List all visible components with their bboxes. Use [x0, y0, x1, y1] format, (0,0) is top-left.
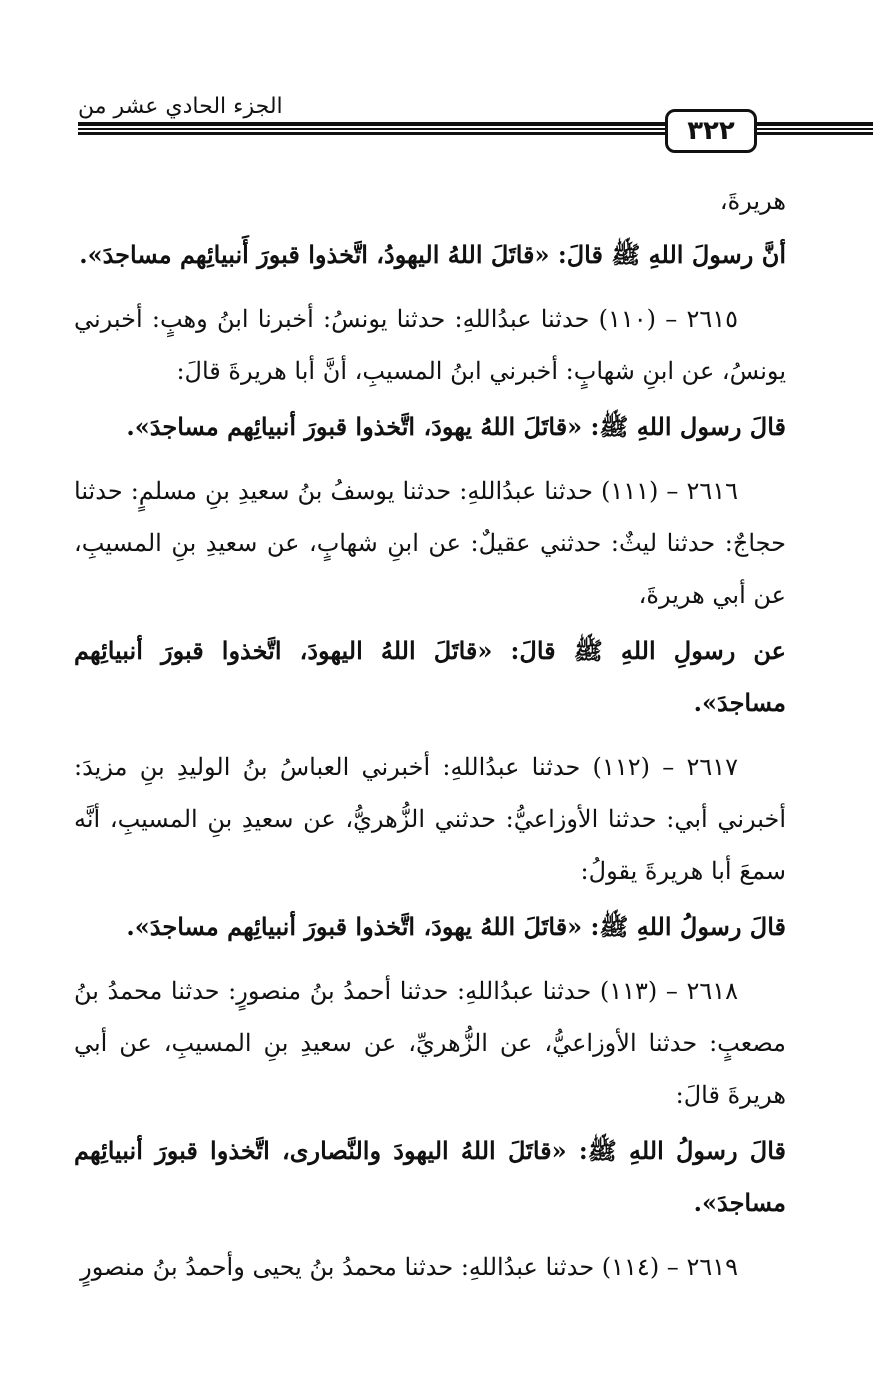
isnad-paragraph: ٢٦١٦ – (١١١) حدثنا عبدُاللهِ: حدثنا يوسفُ بنُ سعيدِ بنِ مسلمٍ: حدثنا حجاجٌ: حدثنا ليثٌ: حدثني عقيلٌ: عن ابنِ شهابٍ، عن سعيدِ بنِ المسيبِ، عن أبي هريرةَ، — [74, 477, 786, 609]
isnad-paragraph: ٢٦١٥ – (١١٠) حدثنا عبدُاللهِ: حدثنا يونسُ: أخبرنا ابنُ وهبٍ: أخبرني يونسُ، عن ابنِ شهابٍ: أخبرني ابنُ المسيبِ، أنَّ أبا هريرةَ قالَ: — [74, 305, 786, 385]
hadith-text: عن رسولِ اللهِ ﷺ قالَ: «قاتَلَ اللهُ اليهودَ، اتَّخذوا قبورَ أنبيائِهم مساجدَ». — [74, 636, 786, 717]
isnad-paragraph: ٢٦١٨ – (١١٣) حدثنا عبدُاللهِ: حدثنا أحمدُ بنُ منصورٍ: حدثنا محمدُ بنُ مصعبٍ: حدثنا الأوزاعيُّ، عن الزُّهريِّ، عن سعيدِ بنِ المسيبِ، عن أبي هريرةَ قالَ: — [74, 977, 786, 1109]
paragraph-continuation: هريرةَ، — [719, 187, 786, 215]
running-title: الجزء الحادي عشر من — [78, 94, 283, 119]
hadith-text: أنَّ رسولَ اللهِ ﷺ قالَ: «قاتَلَ اللهُ اليهودُ، اتَّخذوا قبورَ أَنبيائِهم مساجدَ». — [79, 240, 786, 269]
page-body — [74, 175, 786, 1297]
isnad-paragraph: ٢٦١٩ – (١١٤) حدثنا عبدُاللهِ: حدثنا محمدُ بنُ يحيى وأحمدُ بنُ منصورٍ — [80, 1253, 738, 1281]
page-number-box — [665, 109, 757, 153]
isnad-paragraph: ٢٦١٧ – (١١٢) حدثنا عبدُاللهِ: أخبرني العباسُ بنُ الوليدِ بنِ مزيدَ: أخبرني أبي: حدثنا الأوزاعيُّ: حدثني الزُّهريُّ، عن سعيدِ بنِ المسيبِ، أنَّه سمعَ أبا هريرةَ يقولُ: — [74, 753, 786, 885]
page-header — [0, 0, 885, 160]
page-number: ٣٢٢ — [687, 116, 735, 146]
hadith-text: قالَ رسولُ اللهِ ﷺ: «قاتَلَ اللهُ اليهودَ والنَّصارى، اتَّخذوا قبورَ أنبيائِهم مساجدَ». — [74, 1136, 786, 1217]
hadith-text: قالَ رسولُ اللهِ ﷺ: «قاتَلَ اللهُ يهودَ، اتَّخذوا قبورَ أنبيائِهم مساجدَ». — [126, 912, 786, 941]
hadith-text: قالَ رسول اللهِ ﷺ: «قاتَلَ اللهُ يهودَ، اتَّخذوا قبورَ أنبيائِهم مساجدَ». — [126, 412, 786, 441]
